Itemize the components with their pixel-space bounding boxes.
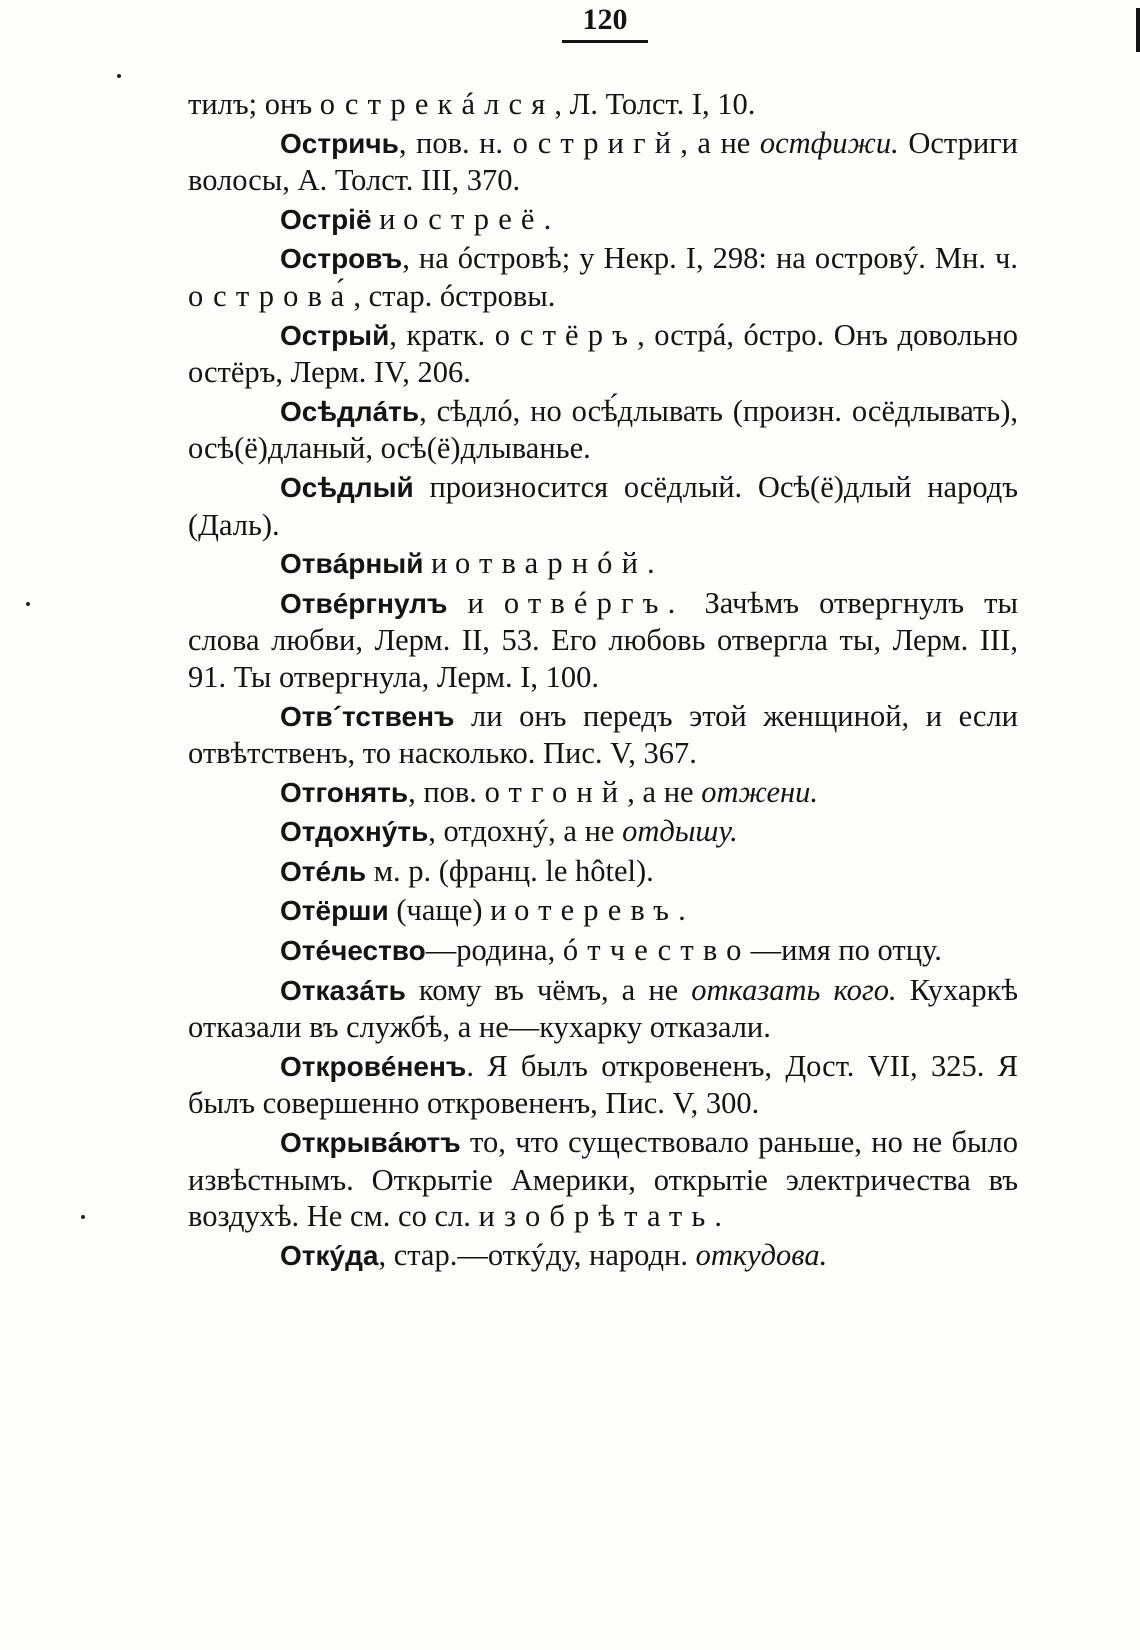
- entry-text: кому въ чёмъ, а не: [405, 972, 692, 1007]
- spaced-form: остёръ: [494, 317, 638, 352]
- margin-speck: [26, 602, 30, 606]
- entry-text: , сѣдлó, но осѣ́длывать (произн. осёдлывать), осѣ(ё)дланый, осѣ(ё)длыванье.: [188, 393, 1018, 466]
- spaced-form: отвéргъ.: [503, 585, 685, 620]
- headword: Откýда: [280, 1239, 379, 1271]
- entry-text: , стар. óстровы.: [353, 278, 556, 313]
- entry-text: , пов. н.: [398, 125, 513, 160]
- headword: Отёрши: [280, 895, 389, 927]
- dictionary-entry: [188, 317, 1018, 391]
- entry-text: , отдохнý, а не: [428, 814, 623, 849]
- spaced-form: остригй: [512, 125, 681, 160]
- page-number-rule: [562, 40, 648, 43]
- entry-text: , пов.: [408, 774, 485, 809]
- entry-text: и: [423, 546, 455, 581]
- dictionary-entry: [188, 853, 1018, 891]
- entry-text: , а не: [680, 125, 760, 160]
- entry-text: , а не: [627, 774, 702, 809]
- dictionary-entry: [188, 201, 1018, 239]
- dictionary-entry: [188, 972, 1018, 1046]
- headword: Отéчество: [280, 935, 426, 967]
- headword: Отгонять: [280, 776, 409, 808]
- headword: Остріё: [280, 203, 372, 235]
- italic-form: отжени.: [701, 774, 818, 809]
- dictionary-entry: [188, 1237, 1018, 1275]
- dictionary-entry: [188, 774, 1018, 812]
- dictionary-text: [188, 86, 1018, 1276]
- entry-text: тилъ; онъ: [188, 87, 320, 121]
- spaced-form: острекáлся: [319, 87, 555, 121]
- headword: Отв´тственъ: [280, 700, 455, 732]
- spaced-form: отгонй: [484, 774, 628, 809]
- entry-continuation: [188, 86, 1018, 123]
- dictionary-entry: [188, 1048, 1018, 1122]
- dictionary-entry: [188, 813, 1018, 851]
- entry-text: —родина,: [425, 933, 563, 968]
- margin-speck: [81, 1215, 85, 1219]
- dictionary-entry: [188, 240, 1018, 314]
- entry-text: произносится осёдлый. Осѣ(ё)длый народъ (Даль).: [188, 469, 1018, 542]
- dictionary-entry: [188, 932, 1018, 970]
- dictionary-entry: [188, 125, 1018, 199]
- entry-text: (чаще) и: [388, 893, 515, 928]
- spaced-form: отварнóй.: [455, 546, 664, 581]
- page-number: 120: [582, 3, 628, 36]
- dictionary-entry: [188, 585, 1018, 696]
- headword: Откровéненъ: [280, 1050, 467, 1082]
- entry-text: то, что существовало раньше, но не было извѣстнымъ. Открытіе Америки, открытіе электричества въ воздухѣ. Не см. со сл.: [188, 1125, 1018, 1234]
- spaced-form: изобрѣтать.: [478, 1199, 732, 1234]
- headword: Отказáть: [280, 974, 406, 1006]
- headword: Островъ: [280, 243, 403, 275]
- headword: Отвéргнулъ: [280, 587, 448, 619]
- headword: Открывáютъ: [280, 1127, 461, 1159]
- entry-text: , Л. Толст. I, 10.: [554, 87, 756, 121]
- margin-speck: [117, 74, 121, 78]
- headword: Остричь: [280, 127, 399, 159]
- entry-text: ли онъ передъ этой женщиной, и если отвѣтственъ, то насколько. Пис. V, 367.: [188, 698, 1018, 771]
- headword: Отéль: [280, 855, 367, 887]
- dictionary-entry: [188, 892, 1018, 930]
- entry-text: Кухаркѣ отказали въ службѣ, а не—кухарку отказали.: [188, 972, 1018, 1045]
- italic-form: остфижи.: [759, 125, 899, 160]
- italic-form: откудова.: [695, 1237, 828, 1272]
- dictionary-entry: [188, 393, 1018, 467]
- headword: Осѣдлый: [280, 471, 414, 503]
- entry-text: и: [371, 201, 404, 236]
- entry-text: и: [447, 585, 504, 620]
- headword: Отдохнýть: [280, 816, 429, 848]
- entry-text: , кратк.: [389, 317, 495, 352]
- spaced-form: острова́: [188, 278, 354, 313]
- spaced-form: óтчество: [562, 933, 751, 968]
- entry-text: м. р. (франц. le hôtel).: [366, 853, 654, 888]
- headword: Острый: [280, 319, 390, 351]
- spaced-form: остреё.: [403, 201, 561, 236]
- dictionary-entry: [188, 545, 1018, 583]
- dictionary-entry: [188, 1124, 1018, 1235]
- dictionary-entry: [188, 698, 1018, 772]
- entry-text: —имя по отцу.: [750, 933, 942, 968]
- binding-edge: [1136, 8, 1140, 52]
- spaced-form: отеревъ.: [514, 893, 695, 928]
- entry-text: , на óстровѣ; у Некр. I, 298: на островý. Мн. ч.: [402, 241, 1018, 276]
- italic-form: отдышу.: [622, 814, 738, 849]
- dictionary-entry: [188, 469, 1018, 543]
- headword: Осѣдлáть: [280, 395, 420, 427]
- entry-text: . Я былъ откровененъ, Дост. VII, 325. Я былъ совершенно откровененъ, Пис. V, 300.: [188, 1048, 1018, 1121]
- entry-text: Остриги волосы, А. Толст. III, 370.: [188, 125, 1018, 198]
- entry-text: , острá, óстро. Онъ довольно остёръ, Лерм. IV, 206.: [188, 317, 1018, 390]
- italic-form: отказать кого.: [691, 972, 897, 1007]
- headword: Отвáрный: [280, 548, 424, 580]
- entry-text: Зачѣмъ отвергнулъ ты слова любви, Лерм. II, 53. Его любовь отвергла ты, Лерм. III, 91. Ты отвергнула, Лерм. I, 100.: [188, 585, 1018, 694]
- entry-text: , стар.—откýду, народн.: [378, 1237, 696, 1272]
